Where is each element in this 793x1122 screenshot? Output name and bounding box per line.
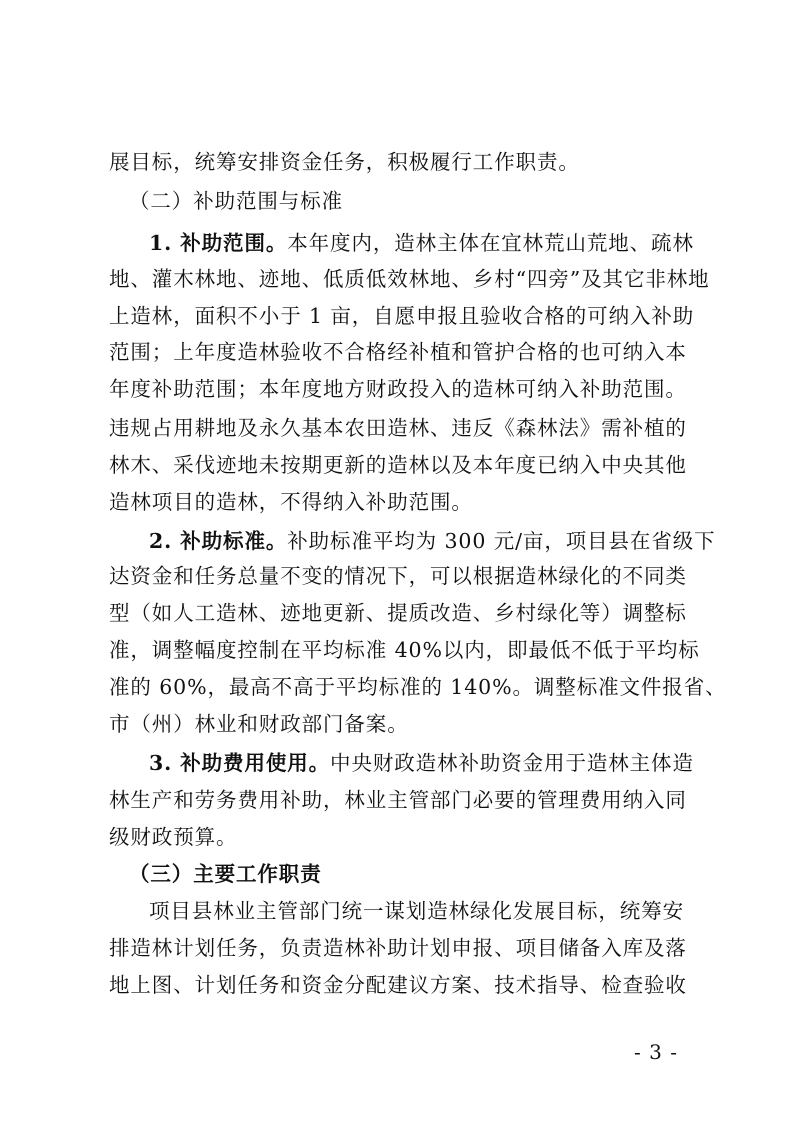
paragraph-1-text: 本年度内，造林主体在宜林荒山荒地、疏林	[287, 231, 694, 255]
text-line-13: 型（如人工造林、迹地更新、提质改造、乡村绿化等）调整标	[109, 601, 687, 625]
text-line-12: 达资金和任务总量不变的情况下，可以根据造林绿化的不同类	[109, 564, 687, 588]
text-line-8: 违规占用耕地及永久基本农田造林、违反《森林法》需补植的	[109, 416, 687, 440]
text-line-15: 准的 60%，最高不高于平均标准的 140%。调整标准文件报省、	[109, 675, 727, 699]
text-line-4: 地、灌木林地、迹地、低质低效林地、乡村“四旁”及其它非林地	[109, 267, 710, 291]
text-line-7: 年度补助范围；本年度地方财政投入的造林可纳入补助范围。	[109, 377, 687, 401]
page-number: - 3 -	[634, 1040, 678, 1064]
paragraph-3-first-line	[149, 743, 699, 783]
text-line-5: 上造林，面积不小于 1 亩，自愿申报且验收合格的可纳入补助	[109, 304, 695, 328]
text-line-6: 范围；上年度造林验收不合格经补植和管护合格的也可纳入本	[109, 340, 687, 364]
paragraph-2-heading: 2. 补助标准。	[149, 529, 288, 553]
text-line-14: 准，调整幅度控制在平均标准 40%以内，即最低不低于平均标	[109, 638, 700, 662]
section-heading-3: （三）主要工作职责	[129, 862, 322, 886]
text-line-19: 级财政预算。	[109, 825, 238, 849]
text-line-10: 造林项目的造林，不得纳入补助范围。	[109, 490, 473, 514]
text-line-23: 地上图、计划任务和资金分配建议方案、技术指导、检查验收	[109, 973, 687, 997]
text-line-1: 展目标，统筹安排资金任务，积极履行工作职责。	[109, 150, 580, 174]
paragraph-3-heading: 3. 补助费用使用。	[149, 751, 331, 775]
text-line-9: 林木、采伐迹地未按期更新的造林以及本年度已纳入中央其他	[109, 453, 687, 477]
section-heading-2: （二）补助范围与标准	[129, 189, 343, 213]
paragraph-2-text: 补助标准平均为 300 元/亩，项目县在省级下	[287, 529, 716, 553]
text-line-22: 排造林计划任务，负责造林补助计划申报、项目储备入库及落	[109, 936, 687, 960]
paragraph-1-first-line	[149, 223, 699, 263]
paragraph-2-first-line	[149, 521, 716, 561]
text-line-16: 市（州）林业和财政部门备案。	[109, 712, 409, 736]
text-line-18: 林生产和劳务费用补助，林业主管部门必要的管理费用纳入同	[109, 788, 687, 812]
paragraph-1-heading: 1. 补助范围。	[149, 231, 288, 255]
text-line-21: 项目县林业主管部门统一谋划造林绿化发展目标，统筹安	[149, 899, 684, 923]
paragraph-3-text: 中央财政造林补助资金用于造林主体造	[330, 751, 694, 775]
